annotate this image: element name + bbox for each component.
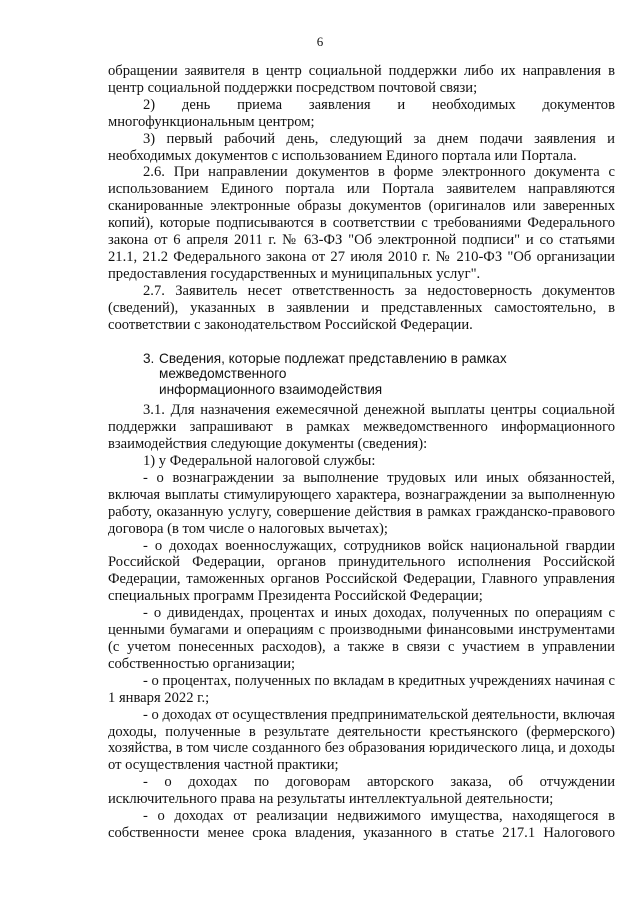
page-number: 6 [316, 34, 324, 49]
bullet-military-income: - о доходах военнослужащих, сотрудников войск национальной гвардии Российской Федерации, органов принудительного исполнения Российской Федерации, таможенных органов Российской Федерации, Главного управления специальных программ Президента Российской Федерации; [108, 537, 615, 605]
paragraph-continuation: обращении заявителя в центр социальной поддержки либо их направления в центр социальной поддержки посредством почтовой связи; [108, 63, 615, 96]
section-number: 3. [143, 350, 155, 366]
list-item-fns: 1) у Федеральной налоговой службы: [143, 453, 376, 469]
bullet-deposit-interest: - о процентах, полученных по вкладам в кредитных учреждениях начиная с 1 января 2022 г.; [108, 672, 615, 706]
bullet-entrepreneurship: - о доходах от осуществления предпринимательской деятельности, включая доходы, полученные в результате деятельности крестьянского (фермерского) хозяйства, в том числе созданного без образования юридического лица, и доходы от осуществления частной практики; [108, 706, 615, 774]
bullet-dividends: - о дивидендах, процентах и иных доходах, полученных по операциям с ценными бумагами и операциям с производными финансовыми инструментами (с учетом понесенных расходов), а также в связи с участием в управлении собственностью организации; [108, 605, 615, 672]
list-item-2: 2) день приема заявления и необходимых документов многофункциональным центром; [108, 96, 615, 130]
bullet-remuneration: - о вознаграждении за выполнение трудовых или иных обязанностей, включая выплаты стимулирующего характера, вознаграждении за выполненную работу, оказанную услугу, совершение действия в рамках гражданско-правового договора (в том числе о налоговых вычетах); [108, 469, 615, 537]
section-title-line-1: Сведения, которые подлежат представлению в рамках межведомственного [159, 350, 507, 382]
list-item-3: 3) первый рабочий день, следующий за днем подачи заявления и необходимых документов с использованием Единого портала или Портала. [108, 130, 615, 164]
bullet-real-estate: - о доходах от реализации недвижимого имущества, находящегося в собственности менее срока владения, указанного в статье 217.1 Налогового [108, 808, 615, 841]
document-body [108, 63, 615, 842]
clause-2-6: 2.6. При направлении документов в форме электронного документа с использованием Единого портала или Портала заявителем направляются сканированные электронные образы документов (оригиналов или заверенных копий), которые подписываются в соответствии с требованиями Федерального закона от 6 апреля 2011 г. № 63-ФЗ "Об электронной подписи" и со статьями 21.1, 21.2 Федерального закона от 27 июля 2010 г. № 210-ФЗ "Об организации предоставления государственных и муниципальных услуг". [108, 164, 615, 282]
bullet-author-contracts: - о доходах по договорам авторского заказа, об отчуждении исключительного права на результаты интеллектуальной деятельности; [108, 774, 615, 808]
clause-2-7: 2.7. Заявитель несет ответственность за недостоверность документов (сведений), указанных в заявлении и представленных самостоятельно, в соответствии с законодательством Российской Федерации. [108, 282, 615, 333]
section-title-line-2: информационного взаимодействия [159, 381, 383, 397]
clause-3-1: 3.1. Для назначения ежемесячной денежной выплаты центры социальной поддержки запрашивают в рамках межведомственного информационного взаимодействия следующие документы (сведения): [108, 402, 615, 453]
section-heading-3 [108, 351, 615, 398]
